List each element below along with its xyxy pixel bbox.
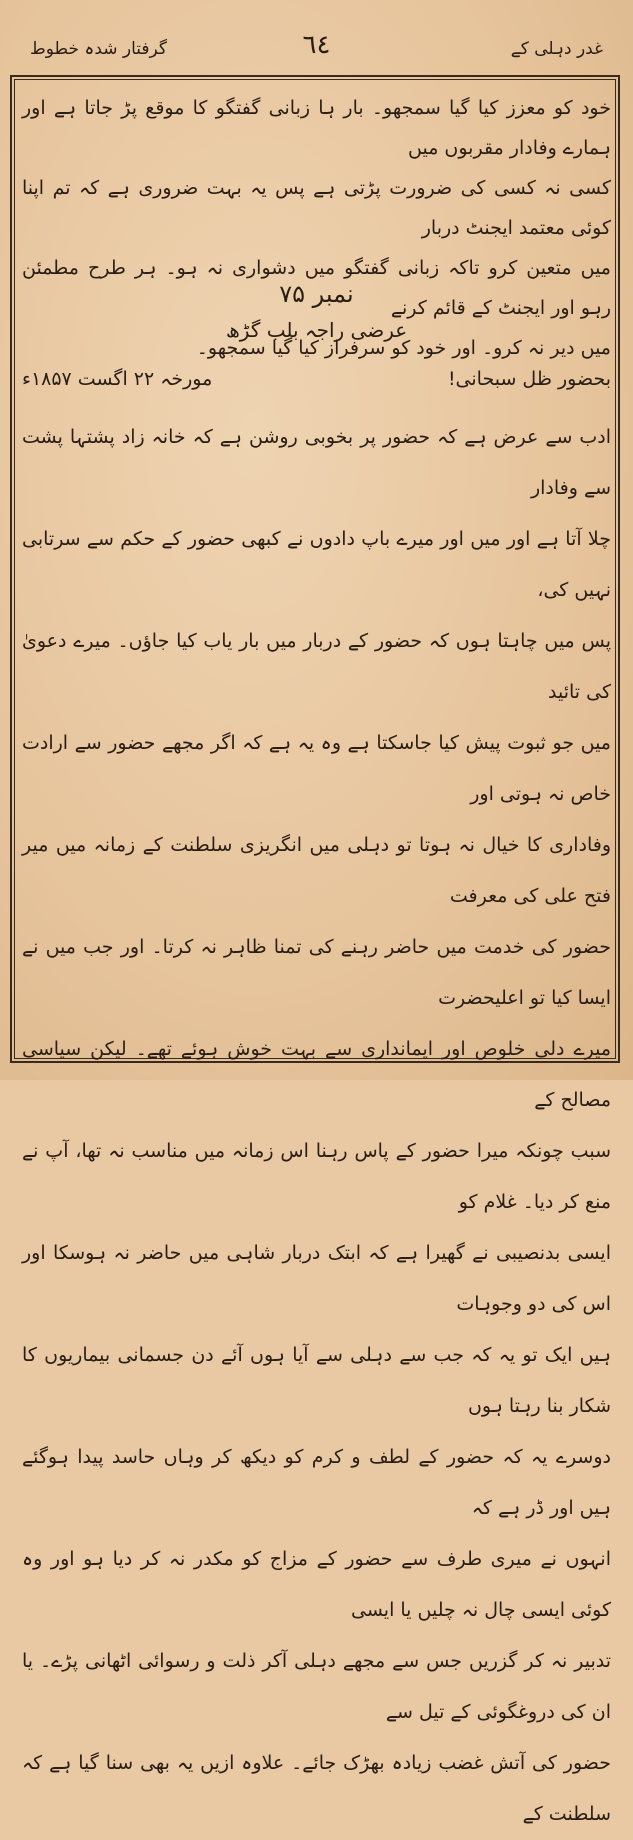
text-line: انہوں نے میری طرف سے حضور کے مزاج کو مکدر نہ کر دیا ہو اور وہ کوئی ایسی چال نہ چلیں یا ایسی <box>22 1548 611 1621</box>
text-line: میرے دلی خلوص اور ایمانداری سے بہت خوش ہوئے تھے۔ لیکن سیاسی مصالح کے <box>22 1038 611 1111</box>
page-number: ٦٤ <box>302 30 331 60</box>
text-line: میں دیر نہ کرو۔ اور خود کو سرفراز کیا گیا سمجھو۔ <box>196 337 611 359</box>
text-line: تدبیر نہ کر گزریں جس سے مجھے دہلی آکر ذلت و رسوائی اٹھانی پڑے۔ یا ان کی دروغگوئی کے تیل سے <box>22 1650 611 1723</box>
text-line: کسی نہ کسی کی ضرورت پڑتی ہے پس یہ بہت ضروری ہے کہ تم اپنا کوئی معتمد ایجنٹ دربار <box>22 177 611 239</box>
text-line: ہیں ایک تو یہ کہ جب سے دہلی سے آیا ہوں آئے دن جسمانی بیماریوں کا شکار بنا رہتا ہوں <box>22 1344 611 1417</box>
text-line: حضور کی آتش غضب زیادہ بھڑک جائے۔ علاوہ ازیں یہ بھی سنا گیا ہے کہ سلطنت کے <box>22 1752 611 1825</box>
text-line: حضور کی خدمت میں حاضر رہنے کی تمنا ظاہر نہ کرتا۔ اور جب میں نے ایسا کیا تو اعلیحضرت <box>22 936 611 1009</box>
letter-subject: عرضی راجہ بلب گڑھ <box>225 318 408 342</box>
book-title-right: غدر دہلی کے <box>510 39 603 59</box>
text-line: خود کو معزز کیا گیا سمجھو۔ بار ہا زبانی گفتگو کا موقع پڑ جاتا ہے اور ہمارے وفادار مقربوں میں <box>22 97 611 159</box>
text-line: میں متعین کرو تاکہ زبانی گفتگو میں دشواری نہ ہو۔ ہر طرح مطمئن رہو اور ایجنٹ کے قائم کرنے <box>22 257 611 319</box>
text-line: دوسرے یہ کہ حضور کے لطف و کرم کو دیکھ کر وہاں حاسد پیدا ہوگئے ہیں اور ڈر ہے کہ <box>22 1446 611 1519</box>
salutation: بحضور ظل سبحانی! <box>447 368 611 390</box>
letter-date: مورخہ ۲۲ اگست ۱۸۵۷ء <box>22 368 213 390</box>
letter-number-heading: نمبر ۷۵ <box>279 280 354 308</box>
text-line: سبب چونکہ میرا حضور کے پاس رہنا اس زمانہ میں مناسب نہ تھا، آپ نے منع کر دیا۔ غلام کو <box>22 1140 611 1213</box>
book-title-left: گرفتار شدہ خطوط <box>30 39 168 59</box>
text-line: پس میں چاہتا ہوں کہ حضور کے دربار میں بار یاب کیا جاؤں۔ میرے دعویٰ کی تائید <box>22 630 611 703</box>
text-line: میں جو ثبوت پیش کیا جاسکتا ہے وہ یہ ہے کہ اگر مجھے حضور سے ارادت خاص نہ ہوتی اور <box>22 732 611 805</box>
letter-body <box>22 412 611 1840</box>
salutation-row <box>22 368 611 404</box>
text-line: ادب سے عرض ہے کہ حضور پر بخوبی روشن ہے کہ خانہ زاد پشتہا پشت سے وفادار <box>22 426 611 499</box>
text-line: ایسی بدنصیبی نے گھیرا ہے کہ ابتک دربار شاہی میں حاضر نہ ہوسکا اور اس کی دو وجوہات <box>22 1242 611 1315</box>
text-line: وفاداری کا خیال نہ ہوتا تو دہلی میں انگریزی سلطنت کے زمانہ میں میر فتح علی کی معرفت <box>22 834 611 907</box>
text-line: چلا آتا ہے اور میں اور میرے باپ دادوں نے کبھی حضور کے حکم سے سرتابی نہیں کی، <box>22 528 611 601</box>
page-header <box>30 30 603 70</box>
